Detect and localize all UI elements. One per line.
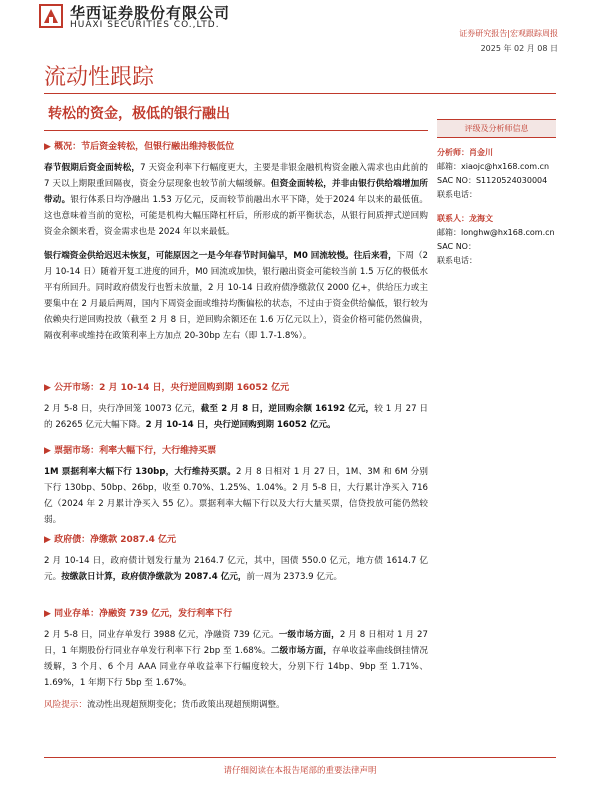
report-type: 证券研究报告|宏观跟踪周报 [459, 29, 558, 38]
analyst-email[interactable]: 邮箱：xiaojc@hx168.com.cn [437, 162, 550, 171]
overview-paragraph-2: 银行端资金供给迟迟未恢复，可能原因之一是今年春节时间偏早，M0 回流较慢。往后来看，下周（2 月 10-14 日）随着开复工进度的回升，M0 回流或加快，银行融出资金可能较当前 1.5 万亿的极低水平有所回升。同时政府债发行也暂未放量，2 月 10-14 日政府债净缴款仅 2000 亿+，供给压力或主要集中在 2 月最后两周，国内下周资金面或维持均衡偏松的状态，不过由于资金供给偏低，银行较为依赖央行逆回购投放（截至 2 月 8 日，逆回购余额还在 1.6 万亿元以上），资金价格可能仍然偏贵，隔夜利率或维持在政策利率上方加点 20-30bp 左右（即 1.7-1.8%）。 [44, 251, 429, 341]
risk-warning: 风险提示：流动性出现超预期变化；货币政策出现超预期调整。 [44, 700, 285, 710]
section-marker-icon: ▶ [44, 446, 55, 456]
section-heading: ▶ 同业存单：净融资 739 亿元，发行利率下行 [44, 609, 233, 619]
section-bill-market [44, 443, 428, 528]
subtitle-divider [44, 130, 428, 131]
title-divider [44, 93, 556, 94]
analyst-name: 分析师：肖金川 [437, 148, 493, 157]
section-heading: ▶ 票据市场：利率大幅下行，大行维持买票 [44, 446, 217, 456]
footer-divider [44, 757, 556, 758]
contact-phone: 联系电话： [437, 256, 477, 265]
company-name-cn: 华西证券股份有限公司 [70, 4, 231, 22]
section-open-market [44, 380, 428, 433]
page-subtitle: 转松的资金，极低的银行融出 [48, 106, 230, 122]
contact-name: 联系人：龙海文 [437, 214, 493, 223]
contact-sac: SAC NO： [437, 242, 476, 251]
section-marker-icon: ▶ [44, 535, 55, 545]
section-marker-icon: ▶ [44, 609, 55, 619]
government-bonds-paragraph: 2 月 10-14 日，政府债计划发行量为 2164.7 亿元，其中，国债 550.0 亿元，地方债 1614.7 亿元。按缴款日计算，政府债净缴款为 2087.4 亿元，前一周为 2373.9 亿元。 [44, 556, 428, 582]
section-government-bonds [44, 532, 428, 585]
company-logo [38, 3, 64, 29]
analyst-phone: 联系电话： [437, 190, 477, 199]
overview-paragraph-1: 春节假期后资金面转松，7 天资金利率下行幅度更大，主要是非银金融机构资金融入需求也由此前的 7 天以上期限重回隔夜，资金分层现象也较节前大幅缓解。但资金面转松，并非由银行供给端增加所带动。银行体系日均净融出 1.53 万亿元，反而较节前融出水平下降，处于2024 年以来的最低值。这也意味着当前的宽松，可能是机构大幅压降杠杆后，所形成的新平衡状态，从银行间质押式逆回购资金余额来看，资金需求也是 2024 年以来最低。 [44, 163, 428, 237]
company-name-en: HUAXI SECURITIES CO.,LTD. [70, 20, 220, 30]
analyst-sac: SAC NO：S1120524030004 [437, 176, 548, 185]
ncd-paragraph: 2 月 5-8 日，同业存单发行 3988 亿元，净融资 739 亿元。一级市场方面，2 月 8 日相对 1 月 27 日，1 年期股份行同业存单发行利率下行 2bp 至 1.68%。二级市场方面，存单收益率曲线倒挂情况缓解，3 个月、6 个月 AAA 同业存单收益率下行幅度较大，分别下行 14bp、9bp 至 1.71%、1.69%，1 年期下行 5bp 至 1.67%。 [44, 630, 428, 688]
section-ncd [44, 606, 428, 691]
section-heading: ▶ 政府债：净缴款 2087.4 亿元 [44, 535, 177, 545]
contact-email[interactable]: 邮箱：longhw@hx168.com.cn [437, 228, 555, 237]
page-title: 流动性跟踪 [44, 65, 155, 90]
section-marker-icon: ▶ [44, 383, 55, 393]
section-heading: ▶ 公开市场：2 月 10-14 日，央行逆回购到期 16052 亿元 [44, 383, 290, 393]
analyst-panel-title: 评级及分析师信息 [437, 119, 556, 138]
open-market-paragraph: 2 月 5-8 日，央行净回笼 10073 亿元，截至 2 月 8 日，逆回购余额 16192 亿元，较 1 月 27 日的 26265 亿元大幅下降。2 月 10-14 日，央行逆回购到期 16052 亿元。 [44, 404, 428, 430]
footer-disclaimer: 请仔细阅读在本报告尾部的重要法律声明 [223, 766, 377, 776]
report-date: 2025 年 02 月 08 日 [480, 44, 558, 53]
bill-market-paragraph: 1M 票据利率大幅下行 130bp，大行维持买票。2 月 8 日相对 1 月 27 日，1M、3M 和 6M 分别下行 130bp、50bp、26bp，收至 0.70%、1.25%、1.04%。2 月 5-8 日，大行累计净买入 716 亿（2024 年 2 月累计净买入 55 亿）。票据利率大幅下行以及大行大量买票，信贷投放可能仍然较弱。 [44, 467, 428, 525]
section-marker-icon: ▶ [44, 142, 55, 152]
analyst-panel [437, 119, 556, 268]
section-heading: ▶ 概况：节后资金转松，但银行融出维持极低位 [44, 142, 235, 152]
section-overview [44, 139, 428, 344]
